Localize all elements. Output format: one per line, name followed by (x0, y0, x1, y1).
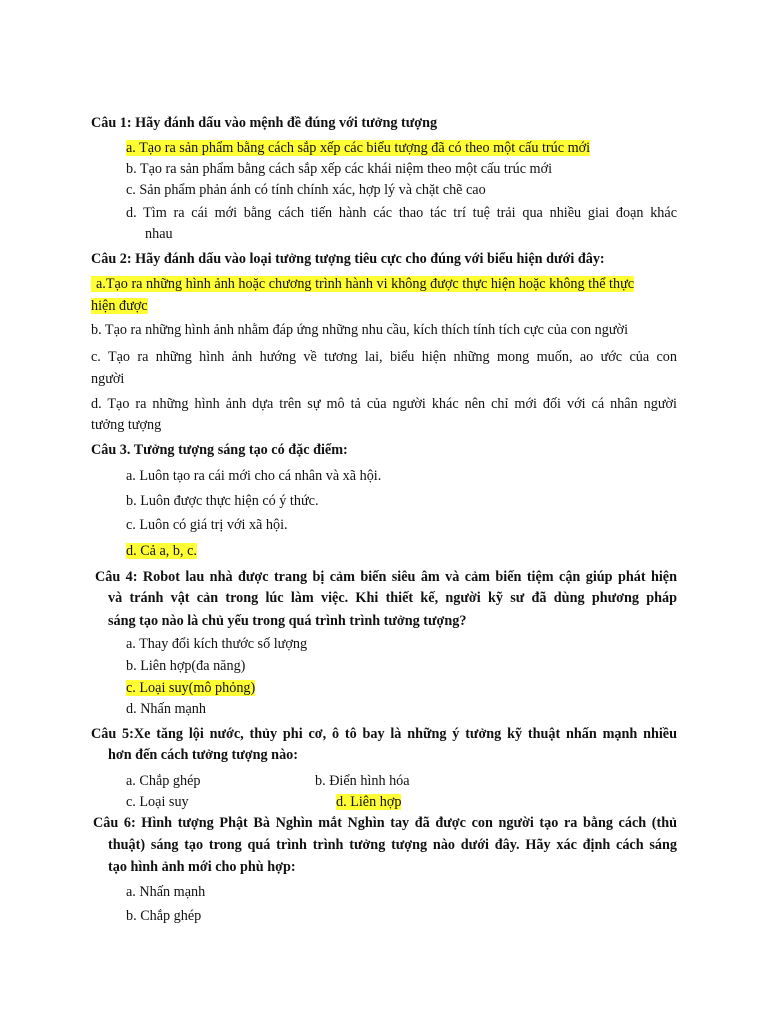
q1-option-d-line1: d. Tìm ra cái mới bằng cách tiến hành các thao tác trí tuệ trải qua nhiều giai đoạn khác (126, 205, 677, 221)
q6-option-b: b. Chắp ghép (126, 908, 202, 924)
q4-option-c (126, 678, 255, 699)
q2-option-b: b. Tạo ra những hình ảnh nhằm đáp ứng những nhu cầu, kích thích tính tích cực của con người (91, 322, 629, 338)
q4-option-a: a. Thay đổi kích thước số lượng (126, 636, 308, 652)
q5-option-b: b. Điển hình hóa (315, 773, 410, 789)
q1-option-d-line2: nhau (145, 226, 173, 242)
q4-option-d: d. Nhấn mạnh (126, 701, 206, 717)
q1-option-c: c. Sản phẩm phản ánh có tính chính xác, hợp lý và chặt chẽ cao (126, 182, 486, 198)
q1-option-a (126, 138, 590, 159)
highlight: c. Loại suy(mô phỏng) (126, 680, 256, 696)
q6-option-a: a. Nhấn mạnh (126, 884, 206, 900)
q5-option-a: a. Chắp ghép (126, 773, 201, 789)
q2-option-a-line1 (91, 274, 634, 295)
question-6-title-line3: tạo hình ảnh mới cho phù hợp: (108, 859, 296, 875)
q3-option-d (126, 541, 197, 562)
question-5-title-line1: Câu 5:Xe tăng lội nước, thủy phi cơ, ô tô bay là những ý tưởng kỹ thuật nhấn mạnh nhiều (91, 726, 677, 742)
question-3-title: Câu 3. Tưởng tượng sáng tạo có đặc điểm: (91, 442, 348, 458)
q1-option-b: b. Tạo ra sản phẩm bằng cách sắp xếp các khái niệm theo một cấu trúc mới (126, 161, 553, 177)
q5-option-c: c. Loại suy (126, 794, 189, 810)
highlight: d. Liên hợp (336, 794, 402, 810)
q5-option-d (336, 792, 401, 813)
question-5-title-line2: hơn đến cách tưởng tượng nào: (108, 747, 298, 763)
question-1-title: Câu 1: Hãy đánh dấu vào mệnh đề đúng với tưởng tượng (91, 115, 438, 131)
q4-option-b: b. Liên hợp(đa năng) (126, 658, 246, 674)
q2-option-a-line2 (91, 296, 148, 317)
highlight: hiện được (91, 298, 148, 314)
q2-option-d-line1: d. Tạo ra những hình ảnh dựa trên sự mô tả của người khác nên chỉ mới đối với cá nhân người (91, 396, 677, 412)
q3-option-b: b. Luôn được thực hiện có ý thức. (126, 493, 319, 509)
question-4-title-line2: và tránh vật cản trong lúc làm việc. Khi thiết kế, người kỹ sư đã dùng phương pháp (108, 590, 677, 606)
q2-option-c-line1: c. Tạo ra những hình ảnh hướng về tương lai, biểu hiện những mong muốn, ao ước của con (91, 349, 677, 365)
q3-option-c: c. Luôn có giá trị với xã hội. (126, 517, 288, 533)
q2-option-d-line2: tưởng tượng (91, 417, 162, 433)
question-6-title-line1: Câu 6: Hình tượng Phật Bà Nghìn mắt Nghìn tay đã được con người tạo ra bằng cách (thủ (93, 815, 677, 831)
highlight: a. Tạo ra sản phẩm bằng cách sắp xếp các biểu tượng đã có theo một cấu trúc mới (126, 140, 591, 156)
q3-option-a: a. Luôn tạo ra cái mới cho cá nhân và xã hội. (126, 468, 382, 484)
question-4-title-line3: sáng tạo nào là chủ yếu trong quá trình trình tưởng tượng? (108, 613, 467, 629)
highlight: d. Cả a, b, c. (126, 543, 197, 559)
question-2-title: Câu 2: Hãy đánh dấu vào loại tưởng tượng tiêu cực cho đúng với biểu hiện dưới đây: (91, 251, 605, 267)
question-4-title-line1: Câu 4: Robot lau nhà được trang bị cảm biến siêu âm và cảm biến tiệm cận giúp phát hiện (95, 569, 677, 585)
highlight: a.Tạo ra những hình ảnh hoặc chương trình hành vi không được thực hiện hoặc không thể thực (91, 276, 634, 292)
q2-option-c-line2: người (91, 371, 125, 387)
question-6-title-line2: thuật) sáng tạo trong quá trình trình tưởng tượng nào dưới đây. Hãy xác định cách sáng (108, 837, 677, 853)
